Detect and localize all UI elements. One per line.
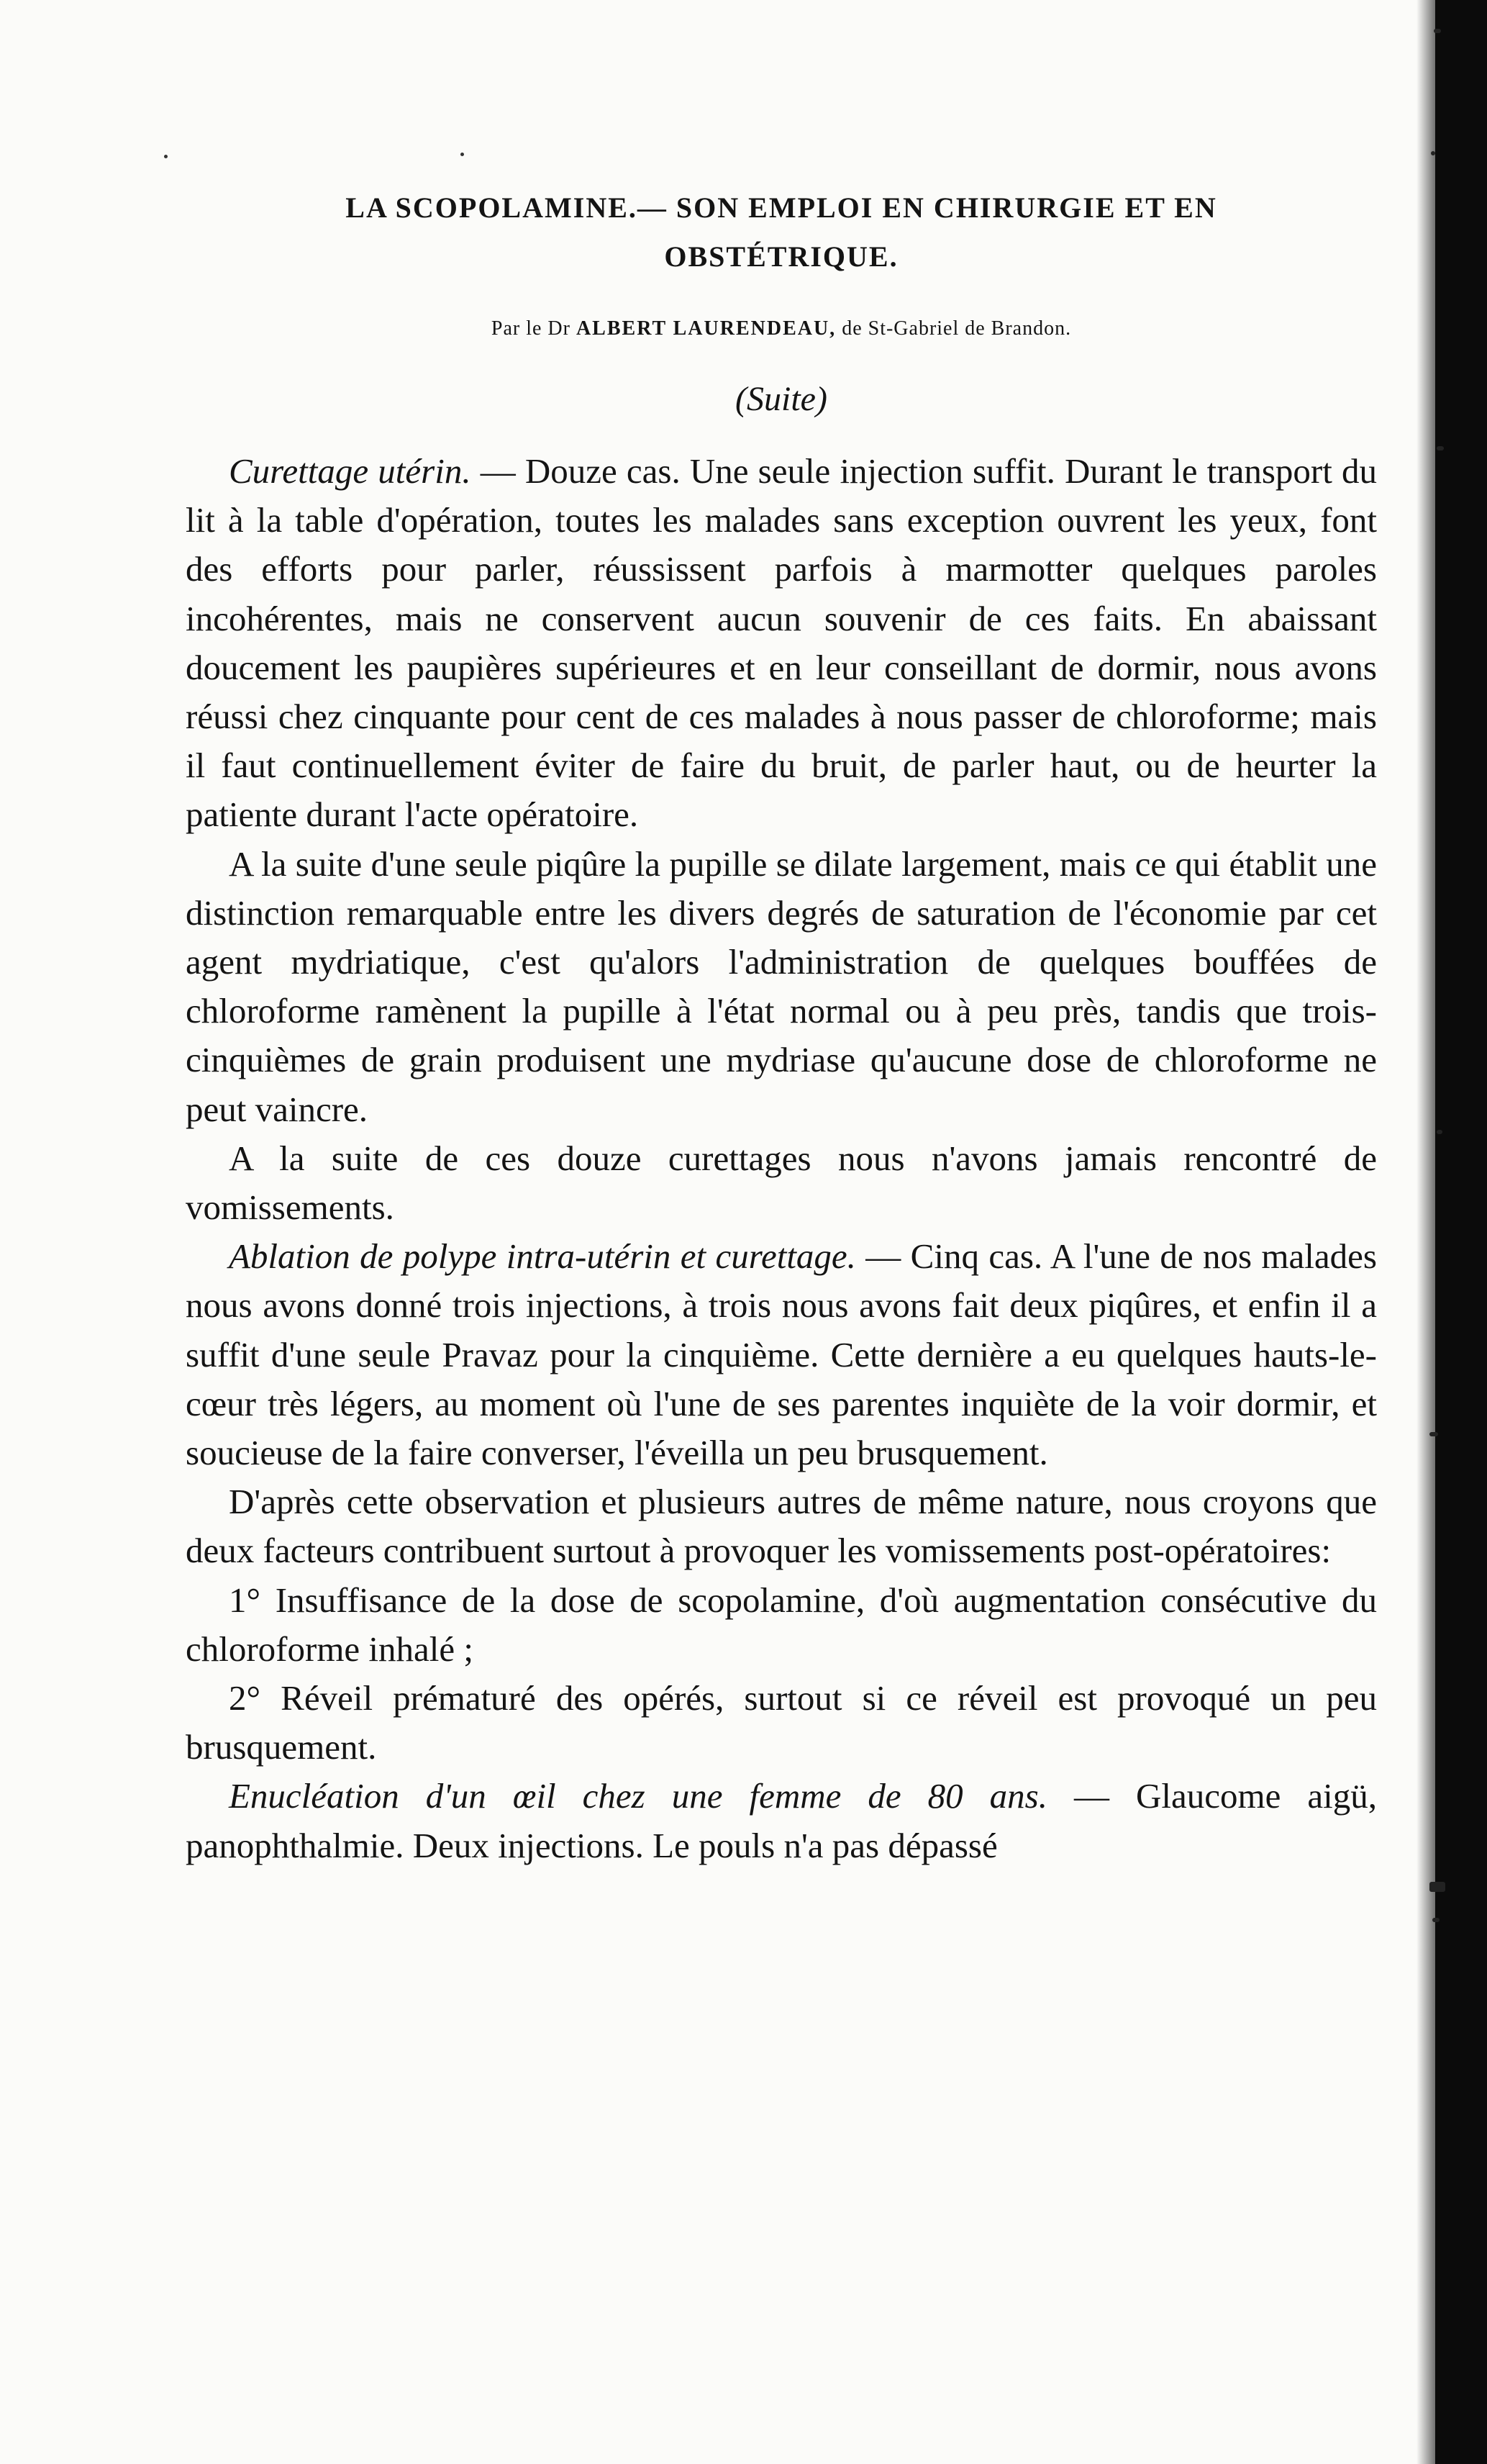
paragraph-text: — Douze cas. Une seule injection suffit. Durant le transport du lit à la table d'opération, toutes les malades sans exception ouvrent les yeux, font des efforts pour parler, réussissent parfois à marmotter quelques paroles incohérentes, mais ne conservent aucun souvenir de ces faits. En abaissant doucement les paupières supérieures et en leur conseillant de dormir, nous avons réussi chez cinquante pour cent de ces malades à nous passer de chloroforme; mais il faut continuellement éviter de faire du bruit, de parler haut, ou de heurter la patiente durant l'acte opératoire. xyxy=(186,451,1377,835)
paragraph-text: 2° Réveil prématuré des opérés, surtout si ce réveil est provoqué un peu brusquement. xyxy=(186,1678,1377,1767)
paragraph-heading: Enucléation d'un œil chez une femme de 80 ans. xyxy=(229,1776,1047,1816)
paragraph xyxy=(186,1134,1377,1232)
article-title-line-2: OBSTÉTRIQUE. xyxy=(664,240,899,273)
author-prefix: Par le Dr xyxy=(491,317,570,340)
paragraph xyxy=(186,447,1377,840)
paragraph-heading: Curettage utérin. xyxy=(229,451,471,491)
article xyxy=(186,184,1377,1870)
paragraph-heading: Ablation de polype intra-utérin et curettage. xyxy=(229,1236,856,1277)
paragraph xyxy=(186,840,1377,1134)
author-location: de St-Gabriel de Brandon. xyxy=(842,317,1072,340)
paragraph xyxy=(186,1772,1377,1870)
article-title-line-1: LA SCOPOLAMINE.— SON EMPLOI EN CHIRURGIE ET EN xyxy=(345,191,1217,224)
article-body xyxy=(186,447,1377,1870)
scan-speck xyxy=(460,153,464,156)
binding-specks xyxy=(1424,0,1445,2464)
paragraph-text: A la suite de ces douze curettages nous n'avons jamais rencontré de vomissements. xyxy=(186,1138,1377,1228)
paragraph xyxy=(186,1477,1377,1575)
author-byline xyxy=(186,314,1377,343)
article-title xyxy=(186,184,1377,281)
paragraph xyxy=(186,1232,1377,1477)
numbered-point xyxy=(186,1674,1377,1772)
paragraph-text: A la suite d'une seule piqûre la pupille se dilate largement, mais ce qui établit une distinction remarquable entre les divers degrés de saturation de l'économie par cet agent mydriatique, c'est qu'alors l'administration de quelques bouffées de chloroforme ramènent la pupille à l'état normal ou à peu près, tandis que trois-cinquièmes de grain produisent une mydriase qu'aucune dose de chloroforme ne peut vaincre. xyxy=(186,843,1377,1129)
scan-speck xyxy=(164,155,168,158)
continuation-label: (Suite) xyxy=(735,380,827,418)
paragraph-text: — Glaucome aigü, panophthalmie. Deux injections. Le pouls n'a pas dépassé xyxy=(186,1776,1377,1865)
author-name: ALBERT LAURENDEAU, xyxy=(576,317,837,340)
numbered-point xyxy=(186,1576,1377,1674)
paragraph-text: 1° Insuffisance de la dose de scopolamine, d'où augmentation consécutive du chloroforme inhalé ; xyxy=(186,1580,1377,1669)
paragraph-text: D'après cette observation et plusieurs autres de même nature, nous croyons que deux facteurs contribuent surtout à provoquer les vomissements post-opératoires: xyxy=(186,1482,1377,1571)
paragraph-text: — Cinq cas. A l'une de nos malades nous avons donné trois injections, à trois nous avons fait deux piqûres, et enfin il a suffit d'une seule Pravaz pour la cinquième. Cette dernière a eu quelques hauts-le-cœur très légers, au moment où l'une de ses parentes inquiète de la voir dormir, et soucieuse de la faire converser, l'éveilla un peu brusquement. xyxy=(186,1236,1377,1473)
